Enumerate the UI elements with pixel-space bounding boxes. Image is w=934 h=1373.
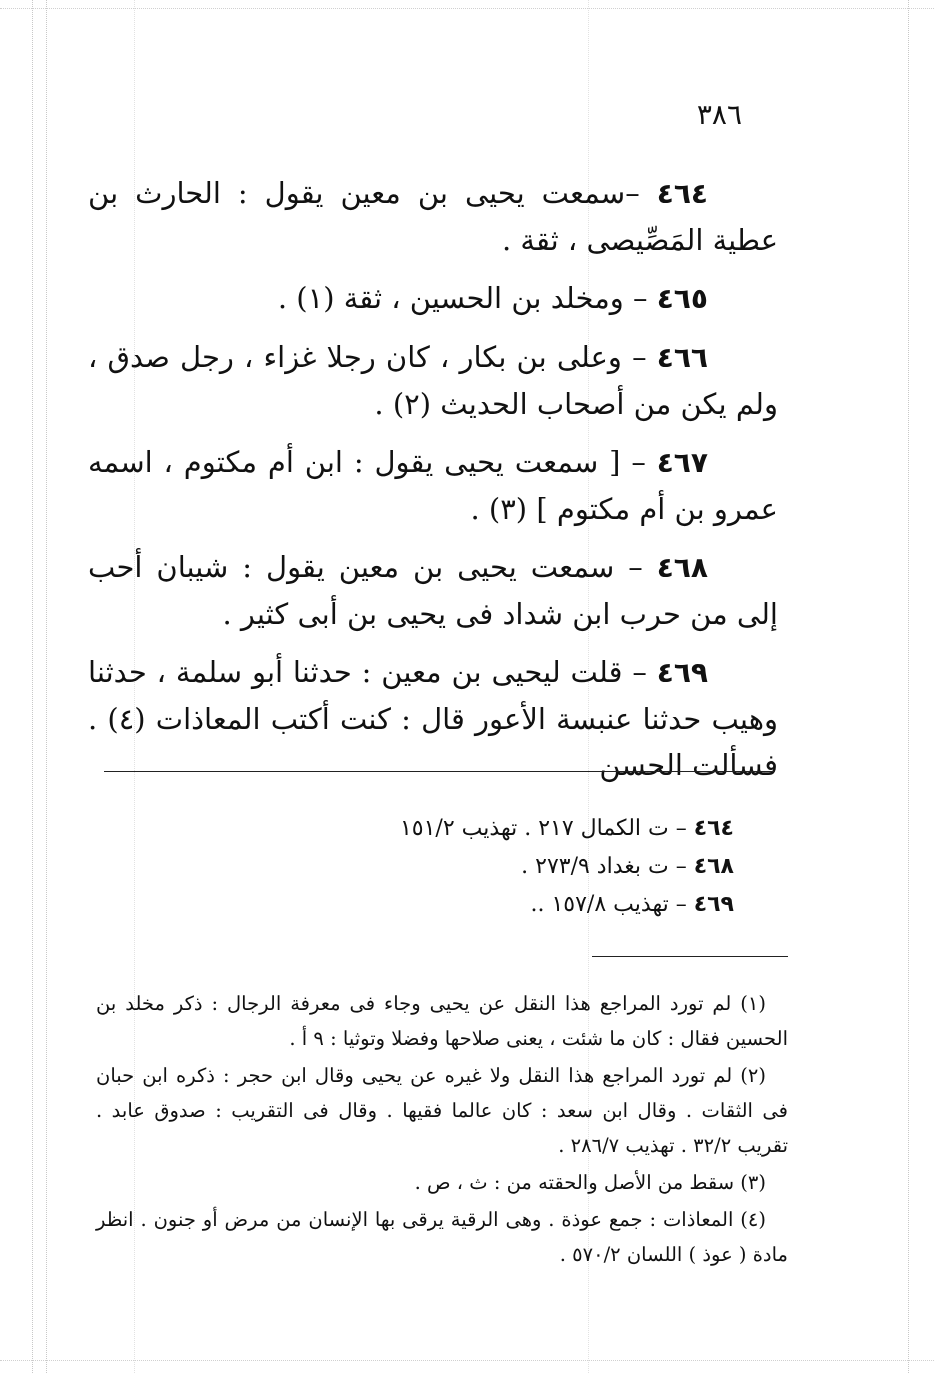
- entry-469: [88, 649, 778, 788]
- entry-text: – [ سمعت يحيى يقول : ابن أم مكتوم ، اسمه عمرو بن أم مكتوم ] (٣) .: [88, 445, 778, 526]
- reference-line: [294, 810, 734, 848]
- reference-number: ٤٦٩: [693, 892, 734, 917]
- entry-text: – سمعت يحيى بن معين يقول : شيبان أحب إلى من حرب ابن شداد فى يحيى بن أبى كثير .: [88, 550, 778, 631]
- scan-border-left-inner: [46, 0, 47, 1373]
- reference-line: [294, 886, 734, 924]
- footnote-separator-rule: [592, 956, 788, 957]
- entry-465: [88, 275, 778, 322]
- footnote-1: (١) لم تورد المراجع هذا النقل عن يحيى وجاء فى معرفة الرجال : ذكر مخلد بن الحسين فقال : كان ما شئت ، يعنى صلاحها وفضلا وتوثيا : ٩ أ .: [96, 992, 788, 1050]
- references-block: [294, 810, 734, 924]
- entry-467: [88, 439, 778, 532]
- reference-text: – ت الكمال ٢١٧ . تهذيب ١٥١/٢: [399, 816, 694, 841]
- footnotes-block: [96, 986, 788, 1274]
- scan-border-bottom: [0, 1360, 934, 1361]
- reference-number: ٤٦٤: [693, 816, 734, 841]
- reference-text: – ت بغداد ٢٧٣/٩ .: [521, 854, 694, 879]
- reference-text: – تهذيب ١٥٧/٨ ..: [530, 892, 694, 917]
- entry-number: ٤٦٧: [656, 446, 708, 479]
- entry-number: ٤٦٦: [656, 341, 709, 374]
- entry-text: –سمعت يحيى بن معين يقول : الحارث بن عطية المَصِّيصى ، ثقة .: [88, 176, 778, 257]
- entry-number: ٤٦٥: [656, 282, 708, 315]
- footnote-4: (٤) المعاذات : جمع عوذة . وهى الرقية يرقى بها الإنسان من مرض أو جنون . انظر مادة ( عوذ ) اللسان ٥٧٠/٢ .: [96, 1208, 788, 1266]
- footnote-2: (٢) لم تورد المراجع هذا النقل ولا غيره عن يحيى وقال ابن حجر : ذكره ابن حبان فى الثقات . وقال ابن سعد : كان عالما فقيها . وقال فى التقريب : صدوق عابد . تقريب ٣٢/٢ . تهذيب ٢٨٦/٧ .: [96, 1064, 788, 1157]
- entry-text: – ومخلد بن الحسين ، ثقة (١) .: [277, 281, 648, 315]
- scan-border-right: [908, 0, 909, 1373]
- entry-466: [88, 334, 778, 427]
- entry-468: [88, 544, 778, 637]
- entry-number: ٤٦٤: [656, 177, 709, 210]
- entry-464: [88, 170, 778, 263]
- entry-text: – قلت ليحيى بن معين : حدثنا أبو سلمة ، حدثنا وهيب حدثنا عنبسة الأعور قال : كنت أكتب المعاذات (٤) . فسألت الحسن: [88, 655, 778, 782]
- reference-line: [294, 848, 734, 886]
- main-text: [88, 170, 778, 800]
- entry-text: – وعلى بن بكار ، كان رجلا غزاء ، رجل صدق ، ولم يكن من أصحاب الحديث (٢) .: [88, 340, 778, 421]
- entry-number: ٤٦٨: [656, 551, 708, 584]
- entry-number: ٤٦٩: [656, 656, 709, 689]
- scan-border-top: [0, 8, 934, 9]
- scan-border-left: [32, 0, 33, 1373]
- footnote-3: (٣) سقط من الأصل والحقته من : ث ، ص .: [414, 1171, 766, 1194]
- page-number: ٣٨٦: [696, 98, 742, 131]
- reference-number: ٤٦٨: [693, 854, 734, 879]
- main-separator-rule: [104, 771, 774, 772]
